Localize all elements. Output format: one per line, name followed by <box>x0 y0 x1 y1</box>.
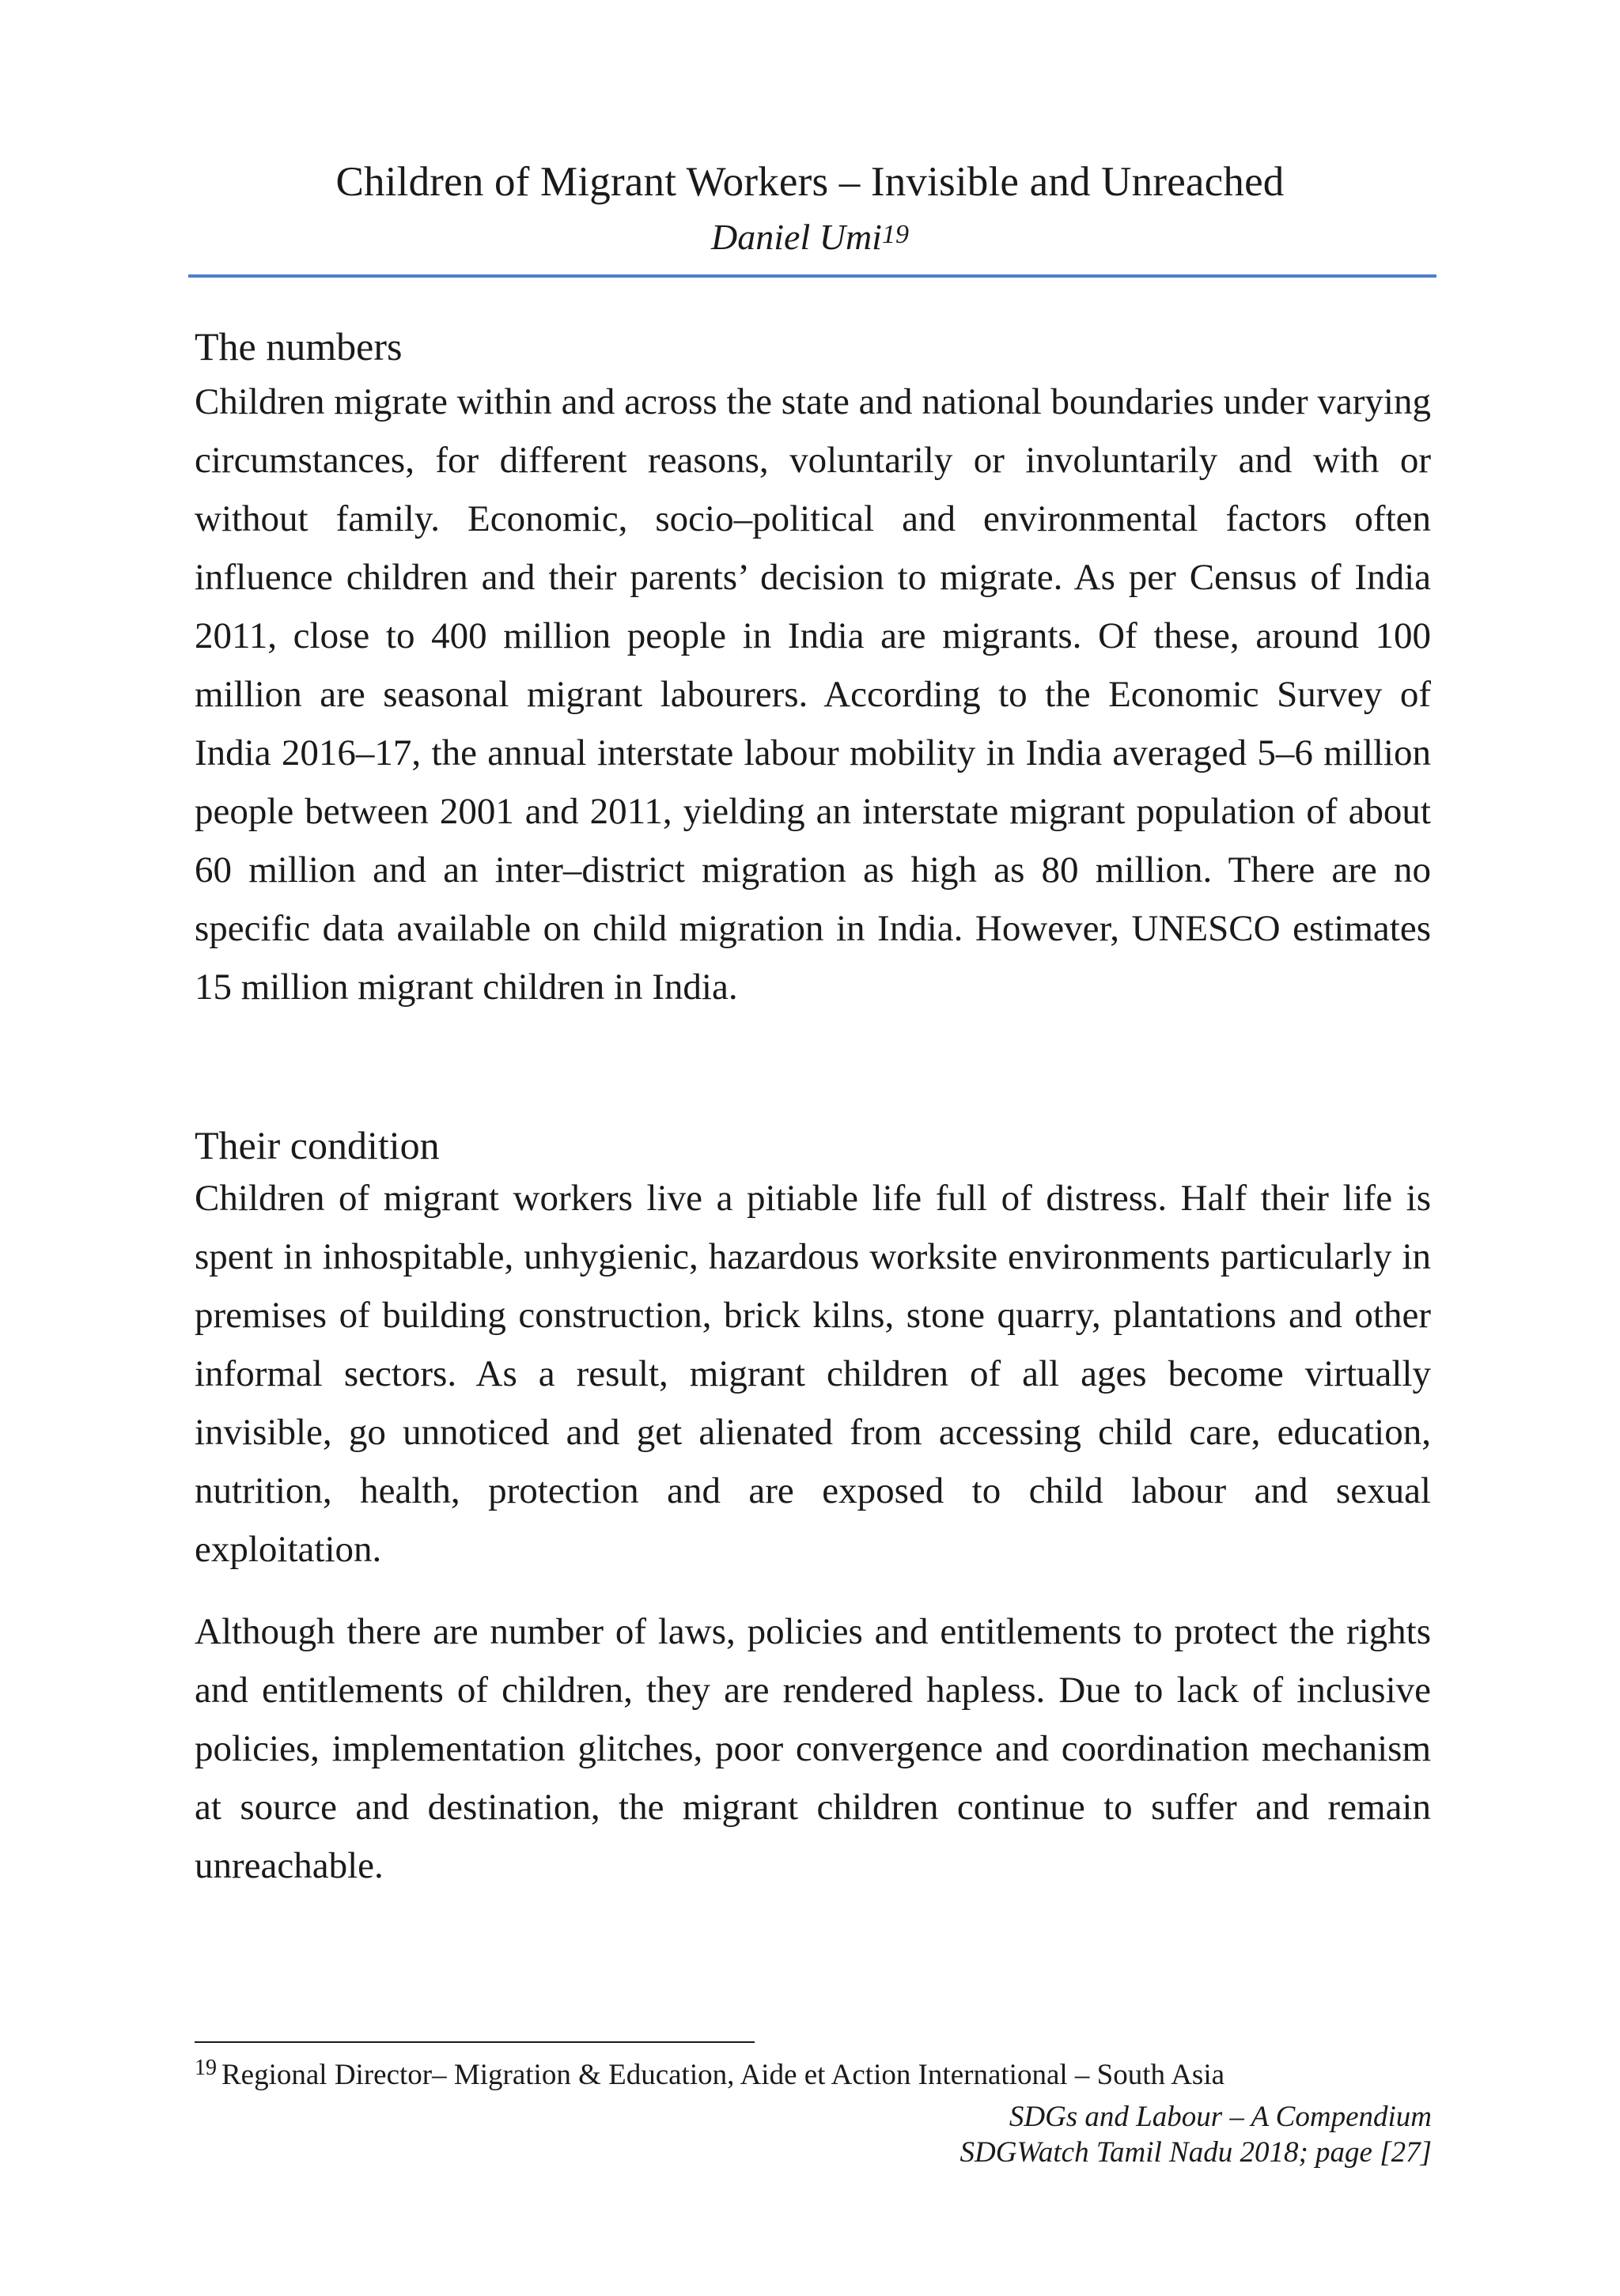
author-name: Daniel Umi <box>711 217 882 257</box>
footnote-divider <box>195 2041 755 2043</box>
title-divider <box>188 274 1436 278</box>
section-heading-numbers: The numbers <box>195 324 403 369</box>
article-title: Children of Migrant Workers – Invisible and Unreached <box>335 159 1285 205</box>
footnote-text: Regional Director– Migration & Education, Aide et Action International – South Asia <box>221 2059 1225 2091</box>
running-footer-line-2: SDGWatch Tamil Nadu 2018; page [27] <box>960 2136 1432 2169</box>
section-heading-condition: Their condition <box>195 1123 440 1167</box>
paragraph-condition-1: Children of migrant workers live a pitiable life full of distress. Half their life is spent in inhospitable, unhygienic, hazardous worksite environments particularly in premises of building construction, brick kilns, stone quarry, plantations and other informal sectors. As a result, migrant children of all ages become virtually invisible, go unnoticed and get alienated from accessing child care, education, nutrition, health, protection and are exposed to child labour and sexual exploitation. <box>195 1178 1431 1570</box>
article-author <box>0 214 1620 265</box>
paragraph-condition-2: Although there are number of laws, policies and entitlements to protect the rights and entitlements of children, they are rendered hapless. Due to lack of inclusive policies, implementation glitches, poor convergence and coordination mechanism at source and destination, the migrant children continue to suffer and remain unreachable. <box>195 1611 1431 1886</box>
running-footer-line-1: SDGs and Labour – A Compendium <box>1009 2101 1432 2133</box>
footnote <box>195 2058 1224 2095</box>
footnote-mark: 19 <box>195 2056 217 2080</box>
paragraph-numbers: Children migrate within and across the state and national boundaries under varying circumstances, for different reasons, voluntarily or involuntarily and with or without family. Economic, socio–political and environmental factors often influence children and their parents’ decision to migrate. As per Census of India 2011, close to 400 million people in India are migrants. Of these, around 100 million are seasonal migrant labourers. According to the Economic Survey of India 2016–17, the annual interstate labour mobility in India averaged 5–6 million people between 2001 and 2011, yielding an interstate migrant population of about 60 million and an inter–district migration as high as 80 million. There are no specific data available on child migration in India. However, UNESCO estimates 15 million migrant children in India. <box>195 381 1431 1008</box>
author-footnote-mark: 19 <box>881 220 909 249</box>
